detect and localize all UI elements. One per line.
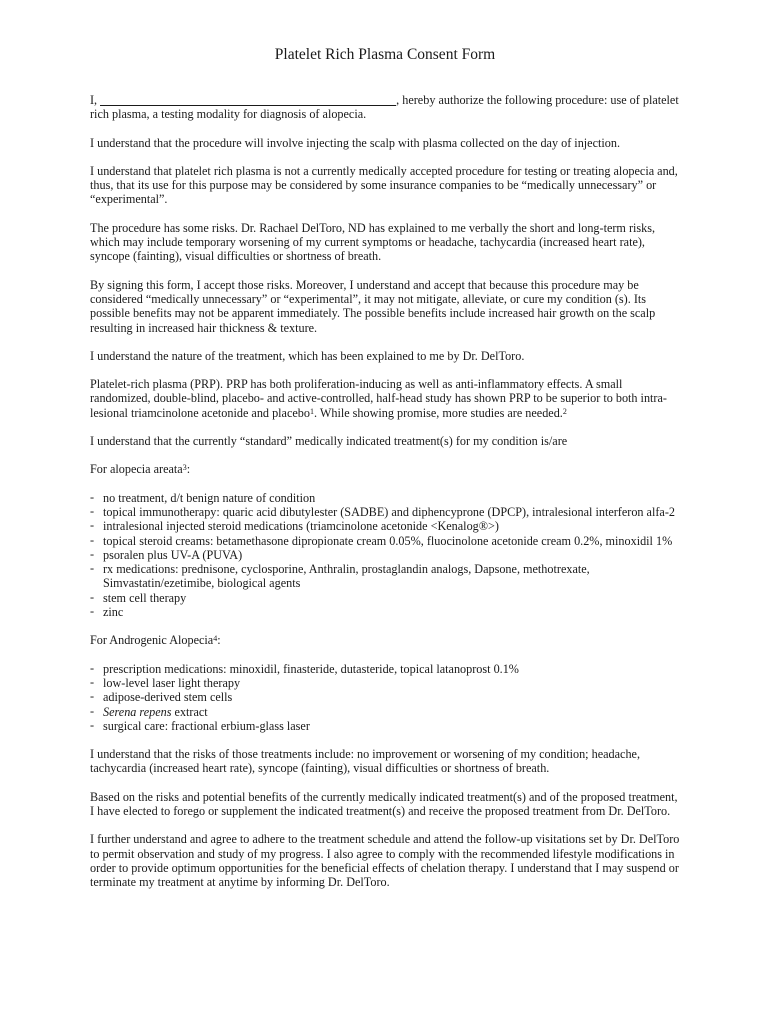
election-paragraph: Based on the risks and potential benefits of the currently medically indicated treatment(s) and of the proposed treatment, I have elected to forego or supplement the indicated treatment(s) and receive the proposed treatment from Dr. DelToro. xyxy=(90,789,678,818)
list-item: - stem cell therapy xyxy=(90,591,682,605)
signing-paragraph: By signing this form, I accept those risks. Moreover, I understand and accept that because this procedure may be considered “medically unnecessary” or “experimental”, it may not mitigate, alleviate, or cure my condition (s). Its possible benefits may not be apparent immediately. The possible benefits include increased hair growth on the scalp resulting in increased hair thickness & texture. xyxy=(90,277,656,335)
list-item: - no treatment, d/t benign nature of condition xyxy=(90,491,682,505)
list-item: - Serena repens extract xyxy=(90,705,682,719)
standard-treatment-intro: I understand that the currently “standard” medically indicated treatment(s) for my condition is/are xyxy=(90,434,568,449)
authorization-text: , hereby authorize the following procedure: use of platelet rich plasma, a testing modality for diagnosis of alopecia. xyxy=(90,93,679,122)
footnote-ref-2: 2 xyxy=(562,406,567,416)
adherence-paragraph: I further understand and agree to adhere to the treatment schedule and attend the follow-up visitations set by Dr. DelToro to permit observation and study of my progress. I also agree to comply with the recommended lifestyle modifications in order to provide optimum opportunities for the beneficial effects of chelation therapy. I understand that I may suspend or terminate my treatment at anytime by informing Dr. DelToro. xyxy=(90,832,680,890)
list-item: - psoralen plus UV-A (PUVA) xyxy=(90,548,682,562)
prp-paragraph xyxy=(90,377,682,420)
footnote-ref-3: 3 xyxy=(182,463,187,473)
list-item: - adipose-derived stem cells xyxy=(90,690,682,704)
authorization-prefix: I, xyxy=(90,93,98,107)
list-item: - zinc xyxy=(90,605,682,619)
nature-paragraph: I understand the nature of the treatment, which has been explained to me by Dr. DelToro. xyxy=(90,348,525,363)
form-body xyxy=(90,93,682,903)
authorization-paragraph xyxy=(90,93,682,122)
areata-treatment-list xyxy=(90,491,682,620)
list-item: - topical immunotherapy: quaric acid dibutylester (SADBE) and diphencyprone (DPCP), intralesional interferon alfa-2 xyxy=(90,505,682,519)
species-name: Serena repens xyxy=(103,704,172,719)
list-item: - low-level laser light therapy xyxy=(90,676,682,690)
list-item: - surgical care: fractional erbium-glass laser xyxy=(90,719,682,733)
androgenic-heading: For Androgenic Alopecia$^4$: xyxy=(90,633,221,648)
procedure-paragraph: I understand that the procedure will involve injecting the scalp with plasma collected on the day of injection. xyxy=(90,135,620,150)
list-item: - topical steroid creams: betamethasone dipropionate cream 0.05%, fluocinolone acetonide cream 0.2%, minoxidil 1% xyxy=(90,534,682,548)
areata-heading: For alopecia areata$^3$: xyxy=(90,462,191,477)
treatment-risks-paragraph: I understand that the risks of those treatments include: no improvement or worsening of my condition; headache, tachycardia (increased heart rate), syncope (fainting), visual difficulties or shortness of breath. xyxy=(90,747,640,776)
page-title: Platelet Rich Plasma Consent Form xyxy=(274,46,496,63)
androgenic-treatment-list xyxy=(90,662,682,733)
prp-text-2: . While showing promise, more studies are needed. xyxy=(313,405,563,420)
prp-text: Platelet-rich plasma (PRP). PRP has both proliferation-inducing as well as anti-inflammatory effects. A small randomized, double-blind, placebo- and active-controlled, half-head study has shown PRP to be superior to both intra-lesional triamcinolone acetonide and placebo xyxy=(90,377,667,420)
list-item: - prescription medications: minoxidil, finasteride, dutasteride, topical latanoprost 0.1% xyxy=(90,662,682,676)
footnote-ref-1: 1 xyxy=(309,406,314,416)
list-item: - intralesional injected steroid medications (triamcinolone acetonide <Kenalog®>) xyxy=(90,519,682,533)
name-signature-line[interactable] xyxy=(100,94,396,106)
acceptance-paragraph: I understand that platelet rich plasma is not a currently medically accepted procedure for testing or treating alopecia and, thus, that its use for this purpose may be considered by some insurance companies to be “medically unnecessary” or “experimental”. xyxy=(90,163,678,207)
list-item: - rx medications: prednisone, cyclosporine, Anthralin, prostaglandin analogs, Dapsone, methotrexate, Simvastatin/ezetimibe, biological agents xyxy=(90,562,682,591)
risks-paragraph: The procedure has some risks. Dr. Rachael DelToro, ND has explained to me verbally the short and long-term risks, which may include temporary worsening of my current symptoms or headache, tachycardia (increased heart rate), syncope (fainting), visual difficulties or shortness of breath. xyxy=(90,220,656,264)
footnote-ref-4: 4 xyxy=(213,634,218,644)
